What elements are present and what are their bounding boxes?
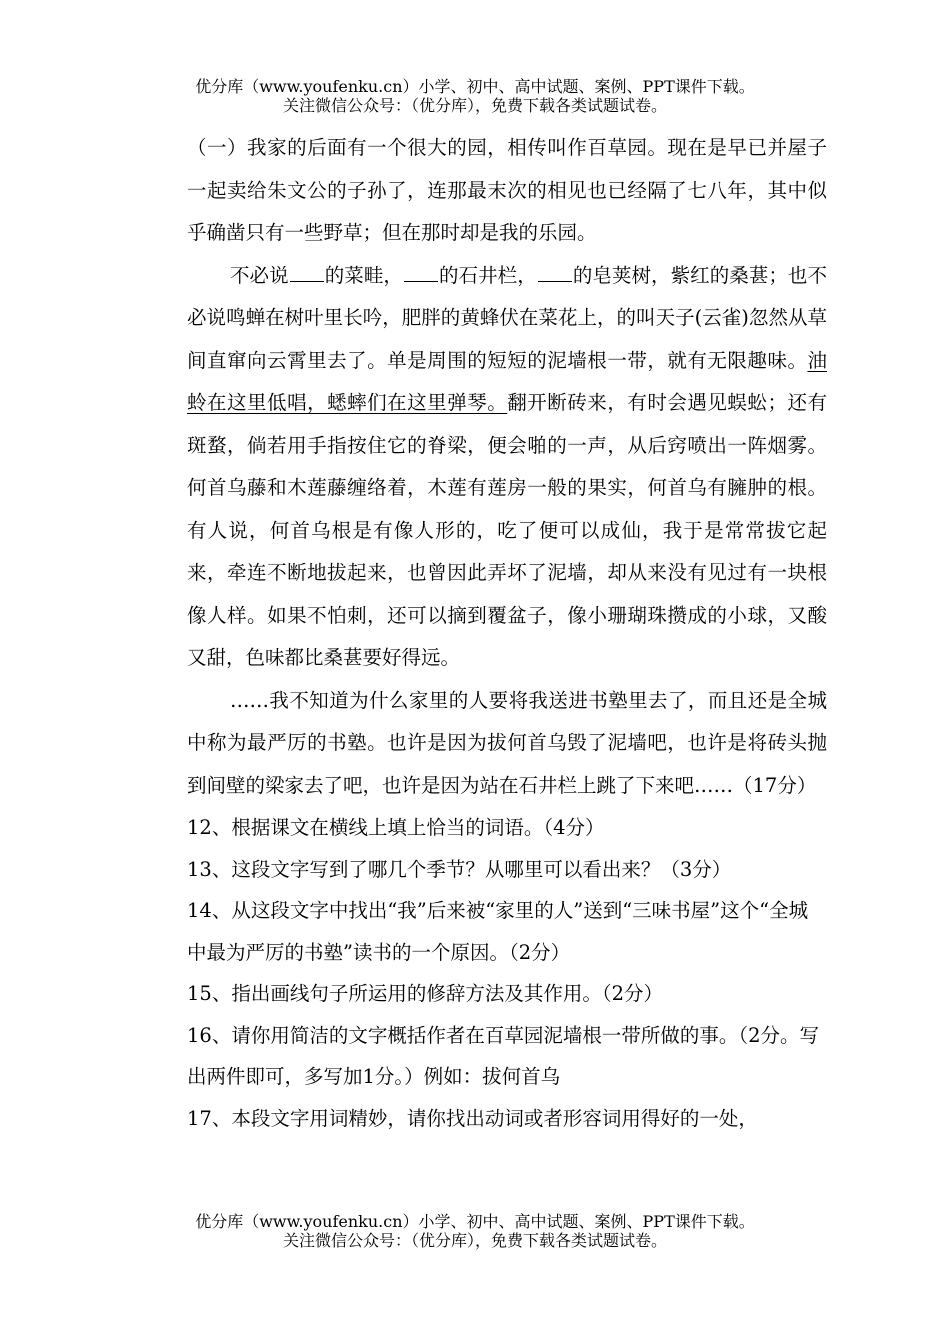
question-14: 14、从这段文字中找出“我”后来被“家里的人”送到“三味书屋”这个“全城中最为严厉的书塾”读书的一个原因。（2分） [187,899,809,964]
p2-text-b: 的菜畦， [324,263,403,287]
page-header [0,77,950,115]
question-12: 12、根据课文在横线上填上恰当的词语。（4分） [187,816,605,839]
question-13: 13、这段文字写到了哪几个季节？从哪里可以看出来？（3分） [187,857,732,881]
p2-text-c: 的石井栏， [438,263,537,287]
question-17: 17、本段文字用词精妙，请你找出动词或者形容词用得好的一处， [187,1106,758,1130]
p2-text-d: 的皂荚树，紫红的桑葚；也不必说鸣蝉在树叶里长吟，肥胖的黄蜂伏在菜花上，的叫天子(云雀)忽然从草间直窜向云霄里去了。单是周围的短短的泥墙根一带，就有无限趣味。 [187,263,827,372]
header-line-1: 优分库（www.youfenku.cn）小学、初中、高中试题、案例、PPT课件下载。 [195,77,755,96]
fill-blank-2 [404,263,438,282]
passage-paragraph-2 [187,255,827,680]
document-body [187,127,827,1139]
fill-blank-1 [290,263,324,282]
passage-paragraph-3: ……我不知道为什么家里的人要将我送进书塾里去了，而且还是全城中称为最严厉的书塾。也许是因为拔何首乌毁了泥墙吧，也许是将砖头抛到间壁的梁家去了吧，也许是因为站在石井栏上跳了下来吧……（17分） [187,688,827,797]
question-15: 15、指出画线句子所运用的修辞方法及其作用。（2分） [187,982,663,1005]
underlined-sentence: 油蛉在这里低唱，蟋蟀们在这里弹琴。 [187,348,827,414]
fill-blank-3 [538,263,572,282]
p2-text-e: 翻开断砖来，有时会遇见蜈蚣；还有斑蝥，倘若用手指按住它的脊梁，便会啪的一声，从后窍喷出一阵烟雾。何首乌藤和木莲藤缠络着，木莲有莲房一般的果实，何首乌有臃肿的根。有人说，何首乌根是有像人形的，吃了便可以成仙，我于是常常拔它起来，牵连不断地拔起来，也曾因此弄坏了泥墙，却从来没有见过有一块根像人样。如果不怕刺，还可以摘到覆盆子，像小珊瑚珠攒成的小球，又酸又甜，色味都比桑葚要好得远。 [187,391,827,669]
question-16: 16、请你用简洁的文字概括作者在百草园泥墙根一带所做的事。（2分。写出两件即可，多写加1分。）例如：拔何首乌 [187,1023,819,1088]
footer-line-2: 关注微信公众号：（优分库），免费下载各类试题试卷。 [282,1231,667,1250]
footer-line-1: 优分库（www.youfenku.cn）小学、初中、高中试题、案例、PPT课件下载。 [195,1212,755,1231]
header-line-2: 关注微信公众号：（优分库），免费下载各类试题试卷。 [282,96,667,115]
page-footer [0,1212,950,1250]
passage-paragraph-1: （一）我家的后面有一个很大的园，相传叫作百草园。现在是早已并屋子一起卖给朱文公的子孙了，连那最末次的相见也已经隔了七八年，其中似乎确凿只有一些野草；但在那时却是我的乐园。 [187,136,827,244]
p2-text-a: 不必说 [230,263,289,287]
